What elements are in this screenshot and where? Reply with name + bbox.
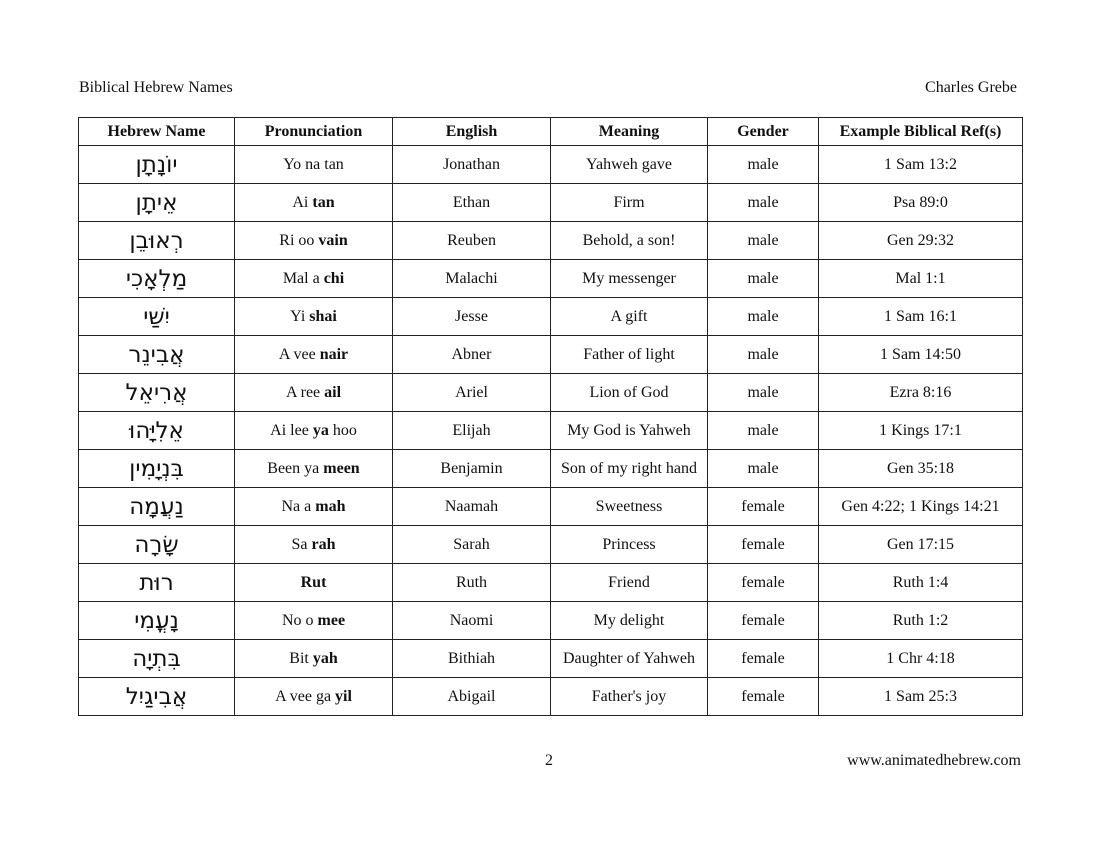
hebrew-name-cell: בִּתְיָה xyxy=(79,640,235,678)
pronunciation-cell xyxy=(235,678,393,716)
table-row xyxy=(79,526,1023,564)
table-row xyxy=(79,222,1023,260)
gender-cell: male xyxy=(708,222,819,260)
biblical-ref-cell: Ezra 8:16 xyxy=(819,374,1023,412)
syllables: A vee ga xyxy=(275,687,336,705)
syllables: Ai xyxy=(292,193,313,211)
biblical-ref-cell: 1 Sam 16:1 xyxy=(819,298,1023,336)
stressed-syllable: shai xyxy=(309,307,337,325)
stressed-syllable: nair xyxy=(319,345,349,363)
gender-cell: male xyxy=(708,146,819,184)
syllables: Mal a xyxy=(282,269,324,287)
pronunciation-cell xyxy=(235,374,393,412)
syllables: Yi xyxy=(290,307,310,325)
pronunciation-cell xyxy=(235,602,393,640)
english-name-cell: Ruth xyxy=(393,564,551,602)
gender-cell: female xyxy=(708,526,819,564)
author-name: Charles Grebe xyxy=(925,79,1017,96)
gender-cell: female xyxy=(708,564,819,602)
gender-cell: male xyxy=(708,412,819,450)
meaning-cell: Yahweh gave xyxy=(551,146,708,184)
hebrew-name-cell: אֲבִינֵר xyxy=(79,336,235,374)
english-name-cell: Reuben xyxy=(393,222,551,260)
gender-cell: female xyxy=(708,678,819,716)
pronunciation-cell xyxy=(235,488,393,526)
biblical-ref-cell: 1 Sam 25:3 xyxy=(819,678,1023,716)
gender-cell: female xyxy=(708,602,819,640)
gender-cell: male xyxy=(708,260,819,298)
biblical-ref-cell: Ruth 1:4 xyxy=(819,564,1023,602)
stressed-syllable: ya xyxy=(312,421,329,439)
pronunciation-cell xyxy=(235,412,393,450)
column-header-hebrew-name: Hebrew Name xyxy=(79,118,235,146)
syllables: A vee xyxy=(278,345,320,363)
hebrew-name-cell: יוֹנָתָן xyxy=(79,146,235,184)
hebrew-name-cell: רוּת xyxy=(79,564,235,602)
pronunciation-cell xyxy=(235,640,393,678)
stressed-syllable: chi xyxy=(323,269,345,287)
biblical-ref-cell: Gen 35:18 xyxy=(819,450,1023,488)
biblical-ref-cell: 1 Kings 17:1 xyxy=(819,412,1023,450)
biblical-ref-cell: Mal 1:1 xyxy=(819,260,1023,298)
meaning-cell: Princess xyxy=(551,526,708,564)
hebrew-name-cell: מַלְאָכִי xyxy=(79,260,235,298)
meaning-cell: Sweetness xyxy=(551,488,708,526)
syllables: Ri oo xyxy=(279,231,319,249)
meaning-cell: My God is Yahweh xyxy=(551,412,708,450)
pronunciation-cell xyxy=(235,564,393,602)
english-name-cell: Sarah xyxy=(393,526,551,564)
table-row xyxy=(79,184,1023,222)
meaning-cell: Son of my right hand xyxy=(551,450,708,488)
meaning-cell: Friend xyxy=(551,564,708,602)
hebrew-name-cell: נָעֳמִי xyxy=(79,602,235,640)
stressed-syllable: ail xyxy=(324,383,342,401)
pronunciation-cell xyxy=(235,298,393,336)
gender-cell: female xyxy=(708,640,819,678)
table-row xyxy=(79,298,1023,336)
column-header-biblical-refs: Example Biblical Ref(s) xyxy=(819,118,1023,146)
meaning-cell: Father's joy xyxy=(551,678,708,716)
syllables: Bit xyxy=(289,649,313,667)
meaning-cell: My delight xyxy=(551,602,708,640)
table-row xyxy=(79,602,1023,640)
stressed-syllable: mah xyxy=(315,497,346,515)
table-row xyxy=(79,450,1023,488)
english-name-cell: Naamah xyxy=(393,488,551,526)
meaning-cell: Firm xyxy=(551,184,708,222)
hebrew-name-cell: אֵיתָן xyxy=(79,184,235,222)
table-row xyxy=(79,564,1023,602)
syllables: Been ya xyxy=(267,459,324,477)
gender-cell: male xyxy=(708,298,819,336)
table-row xyxy=(79,488,1023,526)
column-header-english: English xyxy=(393,118,551,146)
names-table xyxy=(78,117,1023,716)
gender-cell: male xyxy=(708,374,819,412)
meaning-cell: Daughter of Yahweh xyxy=(551,640,708,678)
english-name-cell: Malachi xyxy=(393,260,551,298)
stressed-syllable: mee xyxy=(317,611,346,629)
table-row xyxy=(79,146,1023,184)
table-row xyxy=(79,374,1023,412)
meaning-cell: A gift xyxy=(551,298,708,336)
stressed-syllable: rah xyxy=(311,535,336,553)
biblical-ref-cell: Gen 29:32 xyxy=(819,222,1023,260)
biblical-ref-cell: Gen 4:22; 1 Kings 14:21 xyxy=(819,488,1023,526)
english-name-cell: Jesse xyxy=(393,298,551,336)
syllables: Na a xyxy=(281,497,316,515)
table-row xyxy=(79,412,1023,450)
meaning-cell: Behold, a son! xyxy=(551,222,708,260)
biblical-ref-cell: Psa 89:0 xyxy=(819,184,1023,222)
meaning-cell: My messenger xyxy=(551,260,708,298)
english-name-cell: Benjamin xyxy=(393,450,551,488)
pronunciation-cell xyxy=(235,222,393,260)
english-name-cell: Abigail xyxy=(393,678,551,716)
hebrew-name-cell: יִשַׁי xyxy=(79,298,235,336)
syllables: Ai lee xyxy=(270,421,313,439)
pronunciation-cell xyxy=(235,146,393,184)
page-number: 2 xyxy=(545,752,553,769)
table-row xyxy=(79,640,1023,678)
hebrew-name-cell: נַעֲמָה xyxy=(79,488,235,526)
english-name-cell: Ariel xyxy=(393,374,551,412)
english-name-cell: Jonathan xyxy=(393,146,551,184)
pronunciation-cell xyxy=(235,450,393,488)
column-header-gender: Gender xyxy=(708,118,819,146)
syllables: No o xyxy=(281,611,318,629)
pronunciation-cell xyxy=(235,336,393,374)
stressed-syllable: yah xyxy=(312,649,338,667)
english-name-cell: Naomi xyxy=(393,602,551,640)
document-title: Biblical Hebrew Names xyxy=(79,79,233,96)
syllables: hoo xyxy=(328,421,357,439)
meaning-cell: Lion of God xyxy=(551,374,708,412)
biblical-ref-cell: Ruth 1:2 xyxy=(819,602,1023,640)
table-row xyxy=(79,260,1023,298)
pronunciation-cell xyxy=(235,260,393,298)
hebrew-name-cell: שָׂרָה xyxy=(79,526,235,564)
biblical-ref-cell: 1 Chr 4:18 xyxy=(819,640,1023,678)
biblical-ref-cell: 1 Sam 13:2 xyxy=(819,146,1023,184)
hebrew-name-cell: אֵלִיָּהוּ xyxy=(79,412,235,450)
english-name-cell: Bithiah xyxy=(393,640,551,678)
stressed-syllable: Rut xyxy=(300,573,327,591)
gender-cell: male xyxy=(708,450,819,488)
table-row xyxy=(79,678,1023,716)
biblical-ref-cell: Gen 17:15 xyxy=(819,526,1023,564)
hebrew-name-cell: אֲרִיאֵל xyxy=(79,374,235,412)
hebrew-name-cell: רְאוּבֵן xyxy=(79,222,235,260)
meaning-cell: Father of light xyxy=(551,336,708,374)
pronunciation-cell xyxy=(235,184,393,222)
hebrew-name-cell: בִּנְיָמִין xyxy=(79,450,235,488)
column-header-meaning: Meaning xyxy=(551,118,708,146)
syllables: A ree xyxy=(285,383,325,401)
table-row xyxy=(79,336,1023,374)
column-header-pronunciation: Pronunciation xyxy=(235,118,393,146)
english-name-cell: Elijah xyxy=(393,412,551,450)
pronunciation-cell xyxy=(235,526,393,564)
stressed-syllable: vain xyxy=(318,231,348,249)
english-name-cell: Ethan xyxy=(393,184,551,222)
stressed-syllable: meen xyxy=(323,459,360,477)
gender-cell: male xyxy=(708,336,819,374)
syllables: Sa xyxy=(291,535,312,553)
stressed-syllable: yil xyxy=(335,687,352,705)
stressed-syllable: tan xyxy=(312,193,335,211)
syllables: Yo na tan xyxy=(283,155,344,173)
gender-cell: male xyxy=(708,184,819,222)
gender-cell: female xyxy=(708,488,819,526)
table-header-row xyxy=(79,118,1023,146)
english-name-cell: Abner xyxy=(393,336,551,374)
website-url: www.animatedhebrew.com xyxy=(847,752,1021,769)
hebrew-name-cell: אֲבִיגַיִל xyxy=(79,678,235,716)
biblical-ref-cell: 1 Sam 14:50 xyxy=(819,336,1023,374)
